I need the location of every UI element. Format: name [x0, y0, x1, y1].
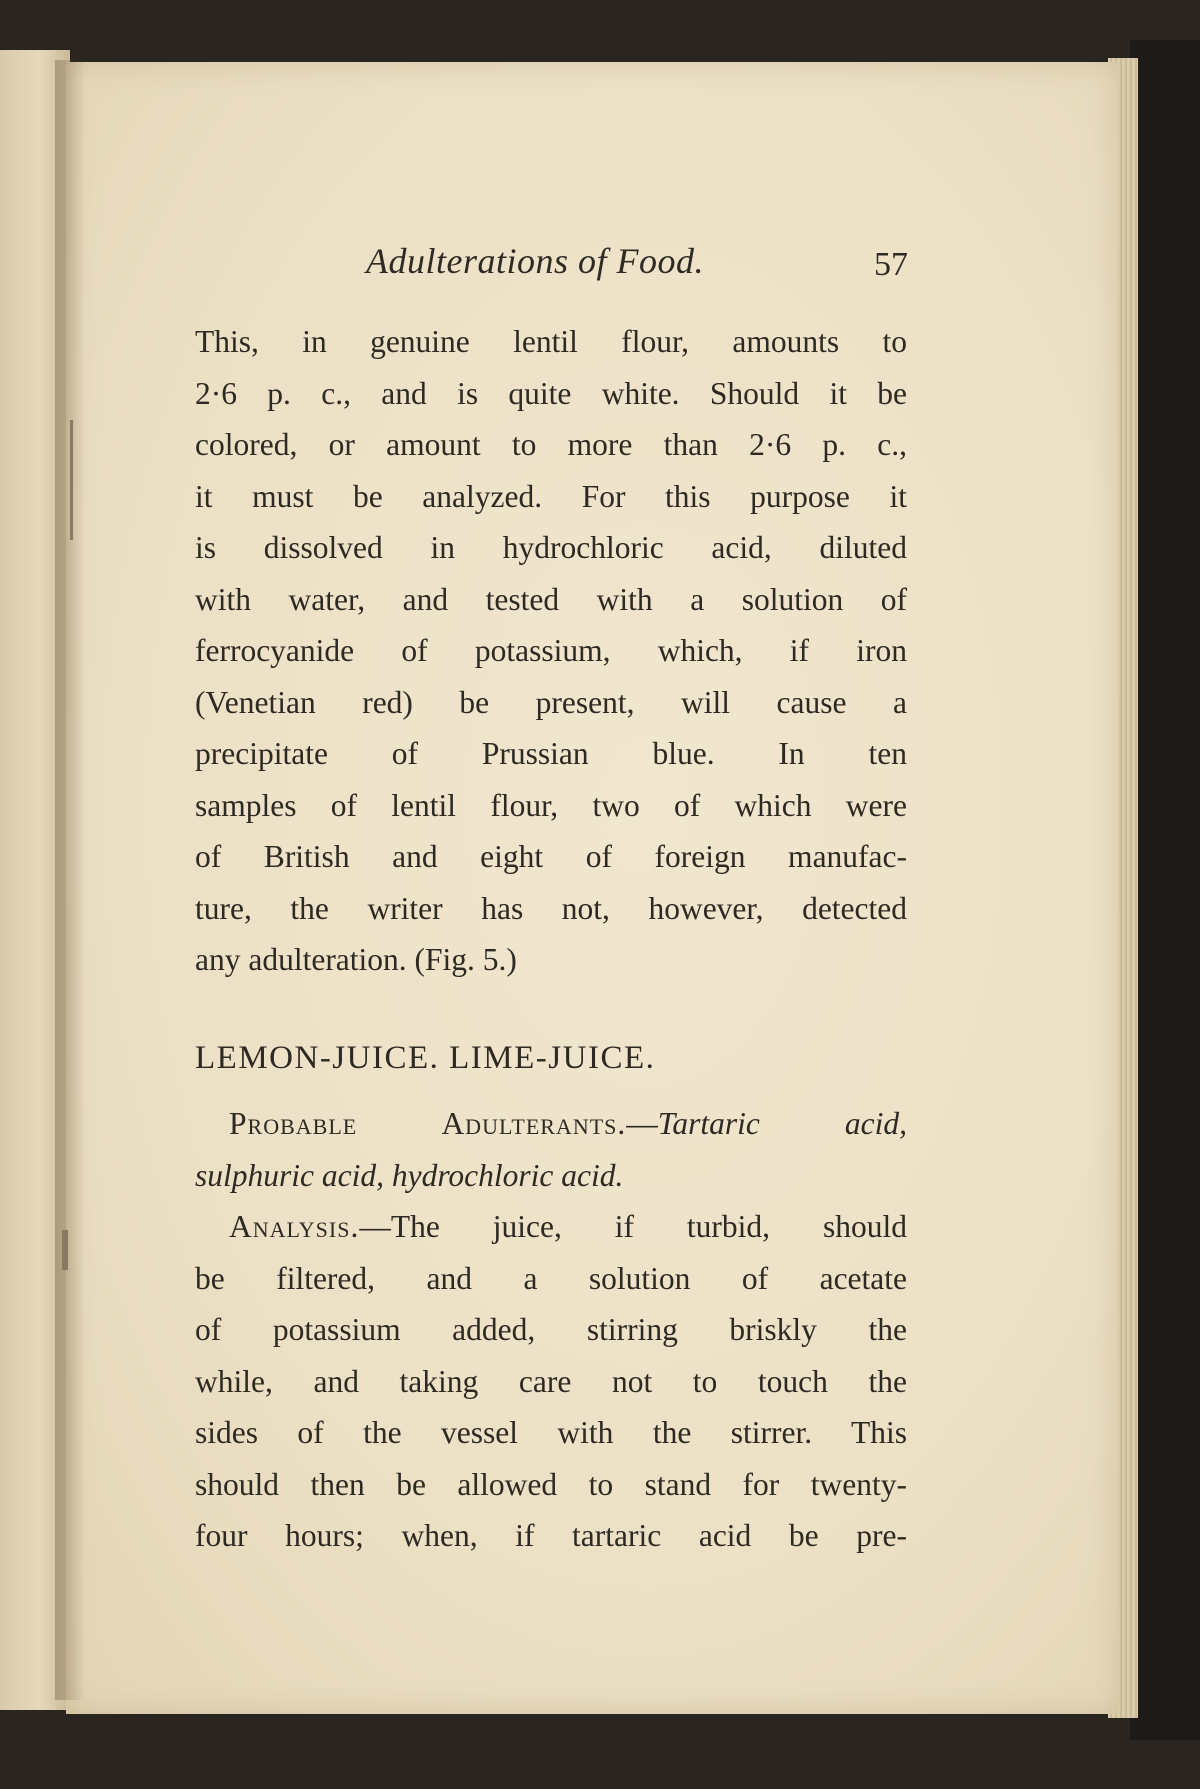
book-back-cover: [1130, 40, 1200, 1740]
text-line: while, and taking care not to touch the: [195, 1363, 907, 1399]
binding-mark: [70, 420, 73, 540]
page-number: 57: [874, 246, 908, 283]
text-line: sides of the vessel with the stirrer. This: [195, 1415, 907, 1450]
running-header: [360, 238, 908, 298]
text-line: samples of lentil flour, two of which were: [195, 787, 907, 823]
paragraph-lentil-flour: [195, 316, 907, 986]
analysis-line: [195, 1201, 907, 1253]
text-line: 2·6 p. c., and is quite white. Should it be: [195, 375, 907, 411]
binding-mark: [62, 1230, 68, 1270]
adulterants-line: [195, 1098, 907, 1150]
text-line: colored, or amount to more than 2·6 p. c.,: [195, 427, 907, 462]
gutter-shadow: [55, 60, 85, 1700]
running-title: Adulterations of Food.: [366, 241, 704, 281]
em-dash: —: [626, 1106, 658, 1141]
analysis-label: Analysis.: [229, 1209, 360, 1244]
text-line: four hours; when, if tartaric acid be pre-: [195, 1518, 907, 1553]
adulterants-list-continued: sulphuric acid, hydrochloric acid.: [195, 1157, 624, 1193]
text-line: This, in genuine lentil flour, amounts to: [195, 324, 907, 359]
text-line: precipitate of Prussian blue. In ten: [195, 736, 907, 771]
text-line: ture, the writer has not, however, detected: [195, 890, 907, 926]
text-line: of potassium added, stirring briskly the: [195, 1312, 907, 1347]
section-body: [195, 1098, 907, 1562]
text-line: (Venetian red) be present, will cause a: [195, 684, 907, 720]
adulterants-list: Tartaric acid,: [657, 1106, 907, 1141]
text-line: be filtered, and a solution of acetate: [195, 1260, 907, 1296]
text-line: of British and eight of foreign manufac-: [195, 839, 907, 874]
text-line: should then be allowed to stand for twenty-: [195, 1466, 907, 1502]
text-line: with water, and tested with a solution of: [195, 581, 907, 617]
text-line: it must be analyzed. For this purpose it: [195, 478, 907, 514]
text-line: is dissolved in hydrochloric acid, diluted: [195, 530, 907, 565]
text-line: any adulteration. (Fig. 5.): [195, 942, 517, 977]
analysis-text: —The juice, if turbid, should: [359, 1209, 907, 1244]
adulterants-label: Probable Adulterants.: [229, 1106, 627, 1141]
text-line: ferrocyanide of potassium, which, if iron: [195, 633, 907, 668]
section-heading: LEMON-JUICE. LIME-JUICE.: [195, 1040, 656, 1076]
